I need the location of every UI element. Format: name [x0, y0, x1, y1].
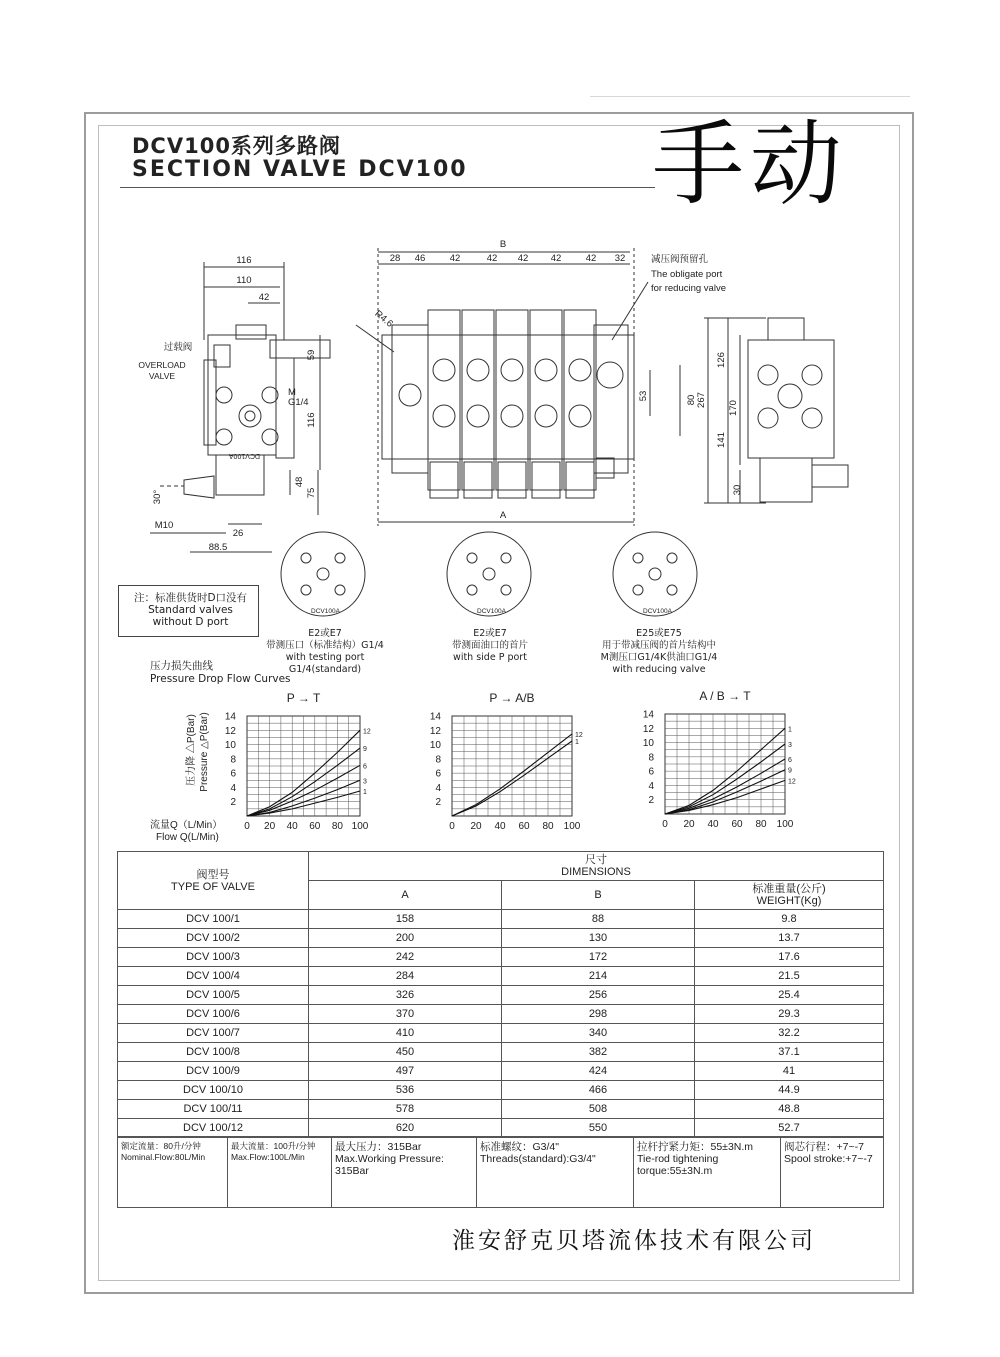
dim-label-42d: 42: [550, 253, 562, 264]
detail-views: [281, 532, 697, 616]
dim-label-46: 46: [414, 253, 426, 264]
footer-flow-cn: 额定流量：80升/分钟: [121, 1141, 201, 1151]
cell-type: DCV 100/9: [118, 1062, 309, 1081]
series-label: 6: [363, 763, 367, 771]
detail-1-code: E2或E7: [308, 628, 342, 639]
cell-w: 13.7: [695, 929, 884, 948]
table-row: [118, 986, 884, 1005]
detail-2-code: E2或E7: [473, 628, 507, 639]
cell-w: 44.9: [695, 1081, 884, 1100]
front-inlet-section: [392, 325, 428, 473]
table-row: [118, 910, 884, 929]
side-bolt-3: [216, 429, 232, 445]
y-tick-label: 8: [648, 752, 654, 764]
y-tick-label: 10: [224, 740, 236, 752]
cell-type: DCV 100/6: [118, 1005, 309, 1024]
y-tick-label: 10: [429, 740, 441, 752]
end-port: [778, 384, 802, 408]
y-tick-label: 14: [642, 709, 654, 721]
dim-label-28: 28: [389, 253, 401, 264]
cell-a: 450: [309, 1043, 502, 1062]
front-view: [356, 248, 680, 526]
x-tick-label: 100: [776, 819, 794, 830]
table-row: [118, 967, 884, 986]
cell-w: 32.2: [695, 1024, 884, 1043]
footer-pressure-en1: Max.Working Pressure:: [335, 1153, 444, 1165]
y-tick-label: 8: [435, 754, 441, 766]
table-row: [118, 1081, 884, 1100]
side-flange: [204, 360, 216, 445]
curves-title-en: Pressure Drop Flow Curves: [150, 673, 291, 685]
detail-3-cn2: M测压口G1/4K供油口G1/4: [600, 652, 718, 663]
xlabel-en: Flow Q(L/Min): [156, 832, 219, 843]
y-tick-label: 2: [648, 795, 654, 807]
cell-a: 370: [309, 1005, 502, 1024]
cell-type: DCV 100/12: [118, 1119, 309, 1138]
chart-3: [643, 689, 796, 830]
cell-b: 466: [502, 1081, 695, 1100]
cell-a: 497: [309, 1062, 502, 1081]
detail-1-cn: 带测压口（标准结构）G1/4: [266, 640, 384, 651]
dim-label-80: 80: [686, 394, 697, 406]
front-bottom-caps: [430, 458, 614, 498]
dim-label-170: 170: [728, 400, 739, 416]
dim-label-m10: M10: [154, 520, 174, 531]
table-row: [118, 1119, 884, 1138]
cell-w: 9.8: [695, 910, 884, 929]
series-label: 1: [363, 789, 367, 796]
x-tick-label: 0: [244, 821, 250, 832]
dim-label-42e: 42: [585, 253, 597, 264]
th-dims-en: DIMENSIONS: [561, 866, 631, 878]
end-bolt-1: [758, 365, 778, 385]
cell-b: 382: [502, 1043, 695, 1062]
th-dims: [309, 852, 884, 881]
chart-2: [430, 691, 583, 832]
front-outlet-section: [594, 325, 628, 473]
company-name: 淮安舒克贝塔流体技术有限公司: [452, 1228, 816, 1254]
dim-label-42a: 42: [449, 253, 461, 264]
dim-label-75: 75: [306, 487, 317, 499]
side-body: [208, 335, 276, 455]
table-row: [118, 1005, 884, 1024]
cell-a: 536: [309, 1081, 502, 1100]
overload-label-cn: 过载阀: [163, 342, 193, 353]
footer-stroke-cn: 阀芯行程：+7~-7: [784, 1141, 864, 1153]
end-view: [704, 318, 848, 503]
side-port-p-inner: [245, 411, 255, 421]
detail-3-code: E25或E75: [636, 628, 682, 639]
reducing-label-en2: for reducing valve: [651, 283, 726, 294]
x-tick-label: 80: [755, 819, 767, 830]
x-tick-label: 60: [731, 819, 743, 830]
y-tick-label: 8: [230, 754, 236, 766]
y-tick-label: 6: [648, 766, 654, 778]
dim-label-42c: 42: [517, 253, 529, 264]
x-tick-label: 80: [542, 821, 554, 832]
footer-pressure-cn: 最大压力：315Bar: [335, 1141, 422, 1153]
footer-thread-en: Threads(standard):G3/4": [480, 1153, 596, 1165]
detail-caption-2: [430, 628, 550, 664]
chart-title: A / B → T: [699, 689, 751, 703]
side-bottom: [216, 455, 264, 495]
y-tick-label: 12: [429, 725, 441, 737]
detail-marks: [311, 608, 673, 615]
footer-maxflow: [228, 1137, 332, 1208]
th-type-en: TYPE OF VALVE: [171, 880, 255, 893]
y-tick-label: 2: [435, 797, 441, 809]
manual-label: 手动: [652, 111, 849, 218]
y-tick-label: 4: [230, 782, 236, 794]
dim-label-32: 32: [614, 253, 626, 264]
footer-torque-cn: 拉杆拧紧力矩：55±3N.m: [637, 1141, 754, 1153]
footer-maxflow-cn: 最大流量：100升/分钟: [231, 1141, 316, 1151]
cell-b: 130: [502, 929, 695, 948]
end-bottom: [760, 458, 812, 502]
dim-label-59: 59: [306, 349, 317, 361]
cell-a: 158: [309, 910, 502, 929]
cell-a: 620: [309, 1119, 502, 1138]
side-port-p: [239, 405, 261, 427]
note-box: [118, 585, 259, 637]
side-bolt-1: [216, 387, 232, 403]
side-spool-top: [270, 340, 330, 358]
dim-label-26: 26: [232, 528, 244, 539]
cell-a: 242: [309, 948, 502, 967]
reducing-label-en1: The obligate port: [651, 269, 723, 280]
x-tick-label: 100: [351, 821, 369, 832]
side-top-boss: [236, 325, 266, 339]
detail-circle-1: [281, 532, 365, 616]
x-tick-label: 60: [309, 821, 321, 832]
cell-type: DCV 100/2: [118, 929, 309, 948]
y-tick-label: 12: [642, 723, 654, 735]
cell-b: 172: [502, 948, 695, 967]
dim-label-110: 110: [236, 275, 252, 286]
overload-label-en2: VALVE: [148, 371, 176, 381]
series-label: 12: [788, 778, 796, 786]
x-tick-label: 80: [331, 821, 343, 832]
series-label: 12: [363, 728, 371, 736]
x-tick-label: 40: [707, 819, 719, 830]
table-row: [118, 1100, 884, 1119]
footer-flow: [118, 1137, 228, 1208]
series-label: 9: [363, 746, 367, 754]
cell-b: 424: [502, 1062, 695, 1081]
spec-footer: [117, 1136, 884, 1208]
cell-type: DCV 100/5: [118, 986, 309, 1005]
cell-a: 326: [309, 986, 502, 1005]
cell-w: 21.5: [695, 967, 884, 986]
dim-label-53: 53: [638, 390, 649, 402]
note-cn: 注：标准供货时D口没有: [133, 592, 248, 604]
chart-1: [225, 691, 371, 832]
footer-pressure-en2: 315Bar: [335, 1165, 369, 1177]
cell-a: 284: [309, 967, 502, 986]
footer-stroke-en: Spool stroke:+7~-7: [784, 1153, 873, 1165]
y-tick-label: 14: [429, 711, 441, 723]
y-tick-label: 4: [435, 782, 441, 794]
series-label: 9: [788, 767, 792, 775]
spec-rows: [118, 910, 884, 1138]
side-lever-boss: [184, 476, 214, 498]
dim-label-30: 30: [732, 484, 743, 496]
detail-3-en: with reducing valve: [612, 664, 706, 675]
table-row: [118, 929, 884, 948]
cell-type: DCV 100/3: [118, 948, 309, 967]
series-label: 3: [788, 742, 792, 749]
note-en-2: without D port: [152, 616, 229, 628]
end-top: [768, 318, 804, 340]
x-tick-label: 0: [449, 821, 455, 832]
reducing-label-cn: 减压阀预留孔: [651, 254, 709, 265]
reducing-leader: [612, 282, 648, 340]
note-en-1: Standard valves: [148, 604, 233, 616]
ylabel-en: Pressure △P(Bar): [199, 712, 210, 792]
detail-caption-3: [594, 628, 724, 676]
y-tick-label: 10: [642, 738, 654, 750]
spec-table: [117, 851, 884, 1138]
detail-1-mark: DCV100A: [311, 608, 340, 615]
cell-w: 48.8: [695, 1100, 884, 1119]
chart-title: P → T: [286, 691, 321, 705]
cell-type: DCV 100/10: [118, 1081, 309, 1100]
end-body: [748, 340, 834, 458]
dim-label-r46: R4.6: [372, 308, 395, 330]
footer-torque-en1: Tie-rod tightening: [637, 1153, 719, 1165]
cell-type: DCV 100/1: [118, 910, 309, 929]
ylabel-cn: 压力降 △P(Bar): [186, 714, 197, 786]
footer-stroke: [781, 1137, 884, 1208]
series-label: 1: [575, 739, 579, 746]
title-cn: DCV100系列多路阀: [132, 134, 341, 158]
cell-a: 200: [309, 929, 502, 948]
series-label: 3: [363, 778, 367, 786]
front-spool-sections: [428, 310, 596, 490]
pressure-charts: [225, 689, 796, 832]
title-en: SECTION VALVE DCV100: [132, 157, 468, 182]
footer-thread: [477, 1137, 634, 1208]
series-label: 6: [788, 757, 792, 764]
footer-torque: [634, 1137, 781, 1208]
port-label-g: G1/4: [288, 397, 309, 408]
footer-torque-en2: torque:55±3N.m: [637, 1165, 713, 1177]
detail-2-cn: 带测面油口的首片: [451, 640, 528, 651]
x-tick-label: 60: [518, 821, 530, 832]
end-view-labels: [696, 352, 743, 495]
dim-label-42: 42: [258, 292, 270, 303]
curves-title-cn: 压力损失曲线: [150, 660, 213, 672]
end-bolt-4: [802, 408, 822, 428]
side-spool-body: [276, 358, 294, 458]
series-label: 12: [575, 731, 583, 739]
th-type: [118, 852, 309, 910]
detail-2-mark: DCV100A: [477, 608, 506, 615]
detail-3-mark: DCV100A: [643, 608, 672, 615]
cell-w: 29.3: [695, 1005, 884, 1024]
footer-maxflow-en: Max.Flow:100L/Min: [231, 1152, 305, 1162]
cell-b: 550: [502, 1119, 695, 1138]
detail-circle-3: [613, 532, 697, 616]
x-tick-label: 20: [683, 819, 695, 830]
cell-b: 298: [502, 1005, 695, 1024]
th-weight-en: WEIGHT(Kg): [756, 895, 822, 907]
cell-b: 340: [502, 1024, 695, 1043]
cell-b: 508: [502, 1100, 695, 1119]
cell-a: 410: [309, 1024, 502, 1043]
footer-flow-en: Nominal.Flow:80L/Min: [121, 1152, 206, 1162]
footer-thread-cn: 标准螺纹：G3/4": [480, 1141, 559, 1153]
dim-label-116: 116: [236, 255, 252, 266]
y-tick-label: 6: [230, 768, 236, 780]
dim-label-88: 88.5: [208, 542, 228, 553]
dim-label-126: 126: [716, 352, 727, 368]
side-view-labels: [138, 255, 317, 553]
cell-b: 256: [502, 986, 695, 1005]
series-label: 1: [788, 726, 792, 734]
y-tick-label: 2: [230, 797, 236, 809]
detail-circle-2: [447, 532, 531, 616]
y-tick-label: 14: [224, 711, 236, 723]
cell-w: 52.7: [695, 1119, 884, 1138]
front-ports: [399, 359, 623, 427]
dim-label-a: A: [499, 510, 507, 521]
table-row: [118, 948, 884, 967]
th-type-cn: 阀型号: [196, 868, 230, 881]
table-row: [118, 1024, 884, 1043]
footer-pressure: [332, 1137, 477, 1208]
dim-label-42b: 42: [486, 253, 498, 264]
cell-w: 37.1: [695, 1043, 884, 1062]
dim-label-267: 267: [696, 392, 707, 408]
dim-label-30deg: 30°: [152, 489, 163, 505]
dim-label-141: 141: [716, 432, 727, 448]
curve-axis-labels: [150, 712, 222, 843]
chart-title: P → A/B: [489, 691, 535, 705]
y-tick-label: 12: [224, 725, 236, 737]
xlabel-cn: 流量Q（L/Min）: [150, 820, 223, 831]
th-b: B: [502, 881, 695, 910]
table-row: [118, 1043, 884, 1062]
cell-type: DCV 100/8: [118, 1043, 309, 1062]
table-row: [118, 1062, 884, 1081]
cell-a: 578: [309, 1100, 502, 1119]
y-tick-label: 4: [648, 780, 654, 792]
x-tick-label: 20: [264, 821, 276, 832]
th-a: A: [309, 881, 502, 910]
x-tick-label: 40: [286, 821, 298, 832]
dim-label-48: 48: [294, 476, 305, 488]
detail-2-en: with side P port: [453, 652, 527, 663]
th-weight-cn: 标准重量(公斤): [752, 883, 826, 895]
x-tick-label: 20: [470, 821, 482, 832]
x-tick-label: 40: [494, 821, 506, 832]
cell-b: 214: [502, 967, 695, 986]
cell-w: 25.4: [695, 986, 884, 1005]
dim-label-116v: 116: [306, 412, 317, 428]
dim-label-b: B: [499, 239, 507, 250]
cell-b: 88: [502, 910, 695, 929]
cell-type: DCV 100/7: [118, 1024, 309, 1043]
cell-type: DCV 100/11: [118, 1100, 309, 1119]
overload-label-en1: OVERLOAD: [138, 360, 186, 370]
end-reducing-valve: [812, 465, 848, 487]
detail-1-en: with testing port G1/4(standard): [285, 652, 365, 675]
cell-w: 17.6: [695, 948, 884, 967]
end-bolt-2: [802, 365, 822, 385]
th-dims-cn: 尺寸: [585, 854, 607, 866]
y-tick-label: 6: [435, 768, 441, 780]
side-body-mark: DCV100A: [228, 452, 260, 459]
cell-type: DCV 100/4: [118, 967, 309, 986]
th-weight: [695, 881, 884, 910]
cell-w: 41: [695, 1062, 884, 1081]
x-tick-label: 100: [563, 821, 581, 832]
end-bolt-3: [758, 408, 778, 428]
detail-3-cn: 用于带减压阀的首片结构中: [601, 640, 716, 651]
curves-title: [150, 660, 291, 686]
port-label-m: M: [288, 387, 296, 398]
x-tick-label: 0: [662, 819, 668, 830]
